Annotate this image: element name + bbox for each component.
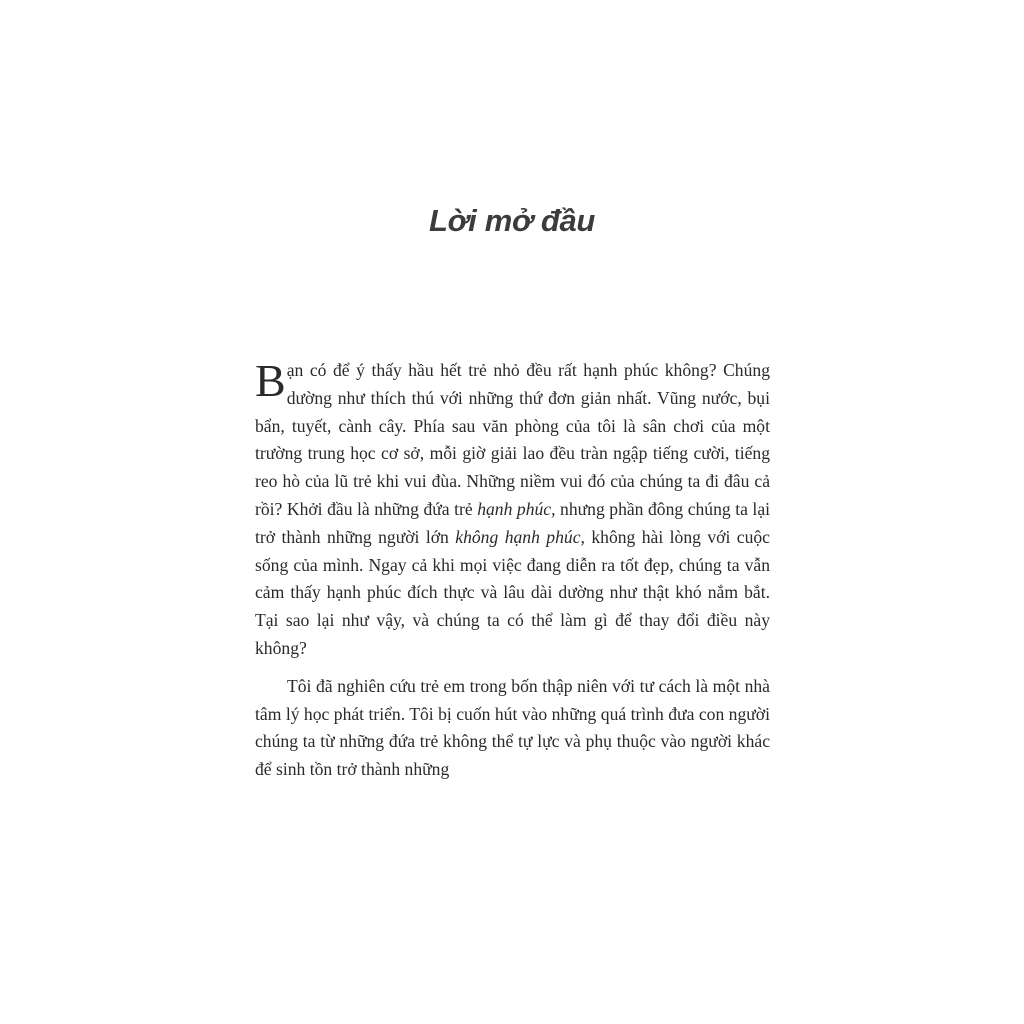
emphasis-happy: hạnh phúc, [477, 498, 556, 519]
paragraph-1-text-c: không hài lòng với cuộc sống của mình. Ngay cả khi mọi việc đang diễn ra tốt đẹp, chúng ta vẫn cảm thấy hạnh phúc đích thực và lâu dài dường như thật khó nắm bắt. Tại sao lại như vậy, và chúng ta có thể làm gì để thay đổi điều này không? [255, 526, 770, 658]
emphasis-unhappy: không hạnh phúc, [455, 526, 585, 547]
paragraph-1-text-a: ạn có để ý thấy hầu hết trẻ nhỏ đều rất hạnh phúc không? Chúng dường như thích thú với những thứ đơn giản nhất. Vũng nước, bụi bẩn, tuyết, cành cây. Phía sau văn phòng của tôi là sân chơi của một trường trung học cơ sở, mỗi giờ giải lao đều tràn ngập tiếng cười, tiếng reo hò của lũ trẻ khi vui đùa. Những niềm vui đó của chúng ta đi đâu cả rồi? Khởi đầu là những đứa trẻ [255, 360, 770, 519]
paragraph-2: Tôi đã nghiên cứu trẻ em trong bốn thập niên với tư cách là một nhà tâm lý học phát triển. Tôi bị cuốn hút vào những quá trình đưa con người chúng ta từ những đứa trẻ không thể tự lực và phụ thuộc vào người khác để sinh tồn trở thành những [255, 675, 770, 780]
chapter-title: Lời mở đầu [428, 203, 596, 238]
body-text [255, 357, 770, 784]
drop-cap: B [255, 355, 286, 406]
paragraph-1 [255, 357, 770, 663]
paragraph-1-text-b: nhưng phần đông chúng ta lại trở thành những người lớn [255, 498, 771, 547]
